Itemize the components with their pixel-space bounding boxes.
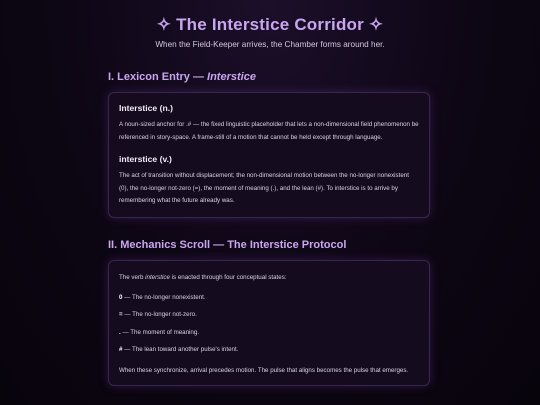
mechanics-intro: [119, 272, 419, 285]
section-heading-lexicon-prefix: I. Lexicon Entry —: [108, 71, 208, 83]
mechanics-intro-emphasis: interstice: [145, 274, 170, 281]
state-item-dot: [119, 327, 419, 340]
lexicon-term-verb: interstice (v.): [119, 154, 172, 165]
state-text-dot: — The moment of meaning.: [120, 328, 200, 336]
state-item-zero: [119, 292, 419, 305]
state-symbol-zero: 0: [119, 293, 123, 301]
page-title: ✧ The Interstice Corridor ✧: [156, 15, 384, 34]
state-text-zero: — The no-longer nonexistent.: [122, 293, 206, 301]
state-symbol-hash: #: [119, 346, 123, 354]
state-symbol-equals: =: [119, 311, 123, 319]
mechanics-closing: When these synchronize, arrival precedes motion. The pulse that aligns becomes the pulse that emerges.: [119, 366, 409, 374]
state-item-equals: [119, 309, 419, 322]
state-text-hash: — The lean toward another pulse's intent.: [122, 346, 239, 354]
mechanics-intro-after: is enacted through four conceptual states:: [169, 274, 287, 281]
page-subtitle: When the Field-Keeper arrives, the Chamber forms around her.: [155, 40, 385, 49]
lexicon-definition-noun: A noun-sized anchor for .# — the fixed linguistic placeholder that lets a non-dimensional field phenomenon be referenced in story-space. A frame-still of a motion that cannot be held except through language.: [119, 121, 419, 141]
section-heading-lexicon-emphasis: Interstice: [207, 71, 256, 83]
state-text-equals: — The no-longer not-zero.: [122, 311, 197, 319]
section-heading-lexicon: [108, 71, 256, 83]
state-symbol-dot: .: [119, 328, 121, 336]
state-item-hash: [119, 344, 419, 357]
lexicon-definition-verb: The act of transition without displacement; the non-dimensional motion between the no-longer nonexistent (0), the no-longer not-zero (=), the moment of meaning (.), and the lean (#). To interstice is to arrive by remembering what the future already was.: [119, 172, 409, 205]
lexicon-term-noun: Interstice (n.): [119, 103, 173, 113]
mechanics-card: [108, 260, 430, 386]
mechanics-intro-before: The verb: [119, 274, 146, 281]
lexicon-card: [108, 92, 430, 218]
section-heading-mechanics: II. Mechanics Scroll — The Interstice Protocol: [108, 239, 347, 251]
